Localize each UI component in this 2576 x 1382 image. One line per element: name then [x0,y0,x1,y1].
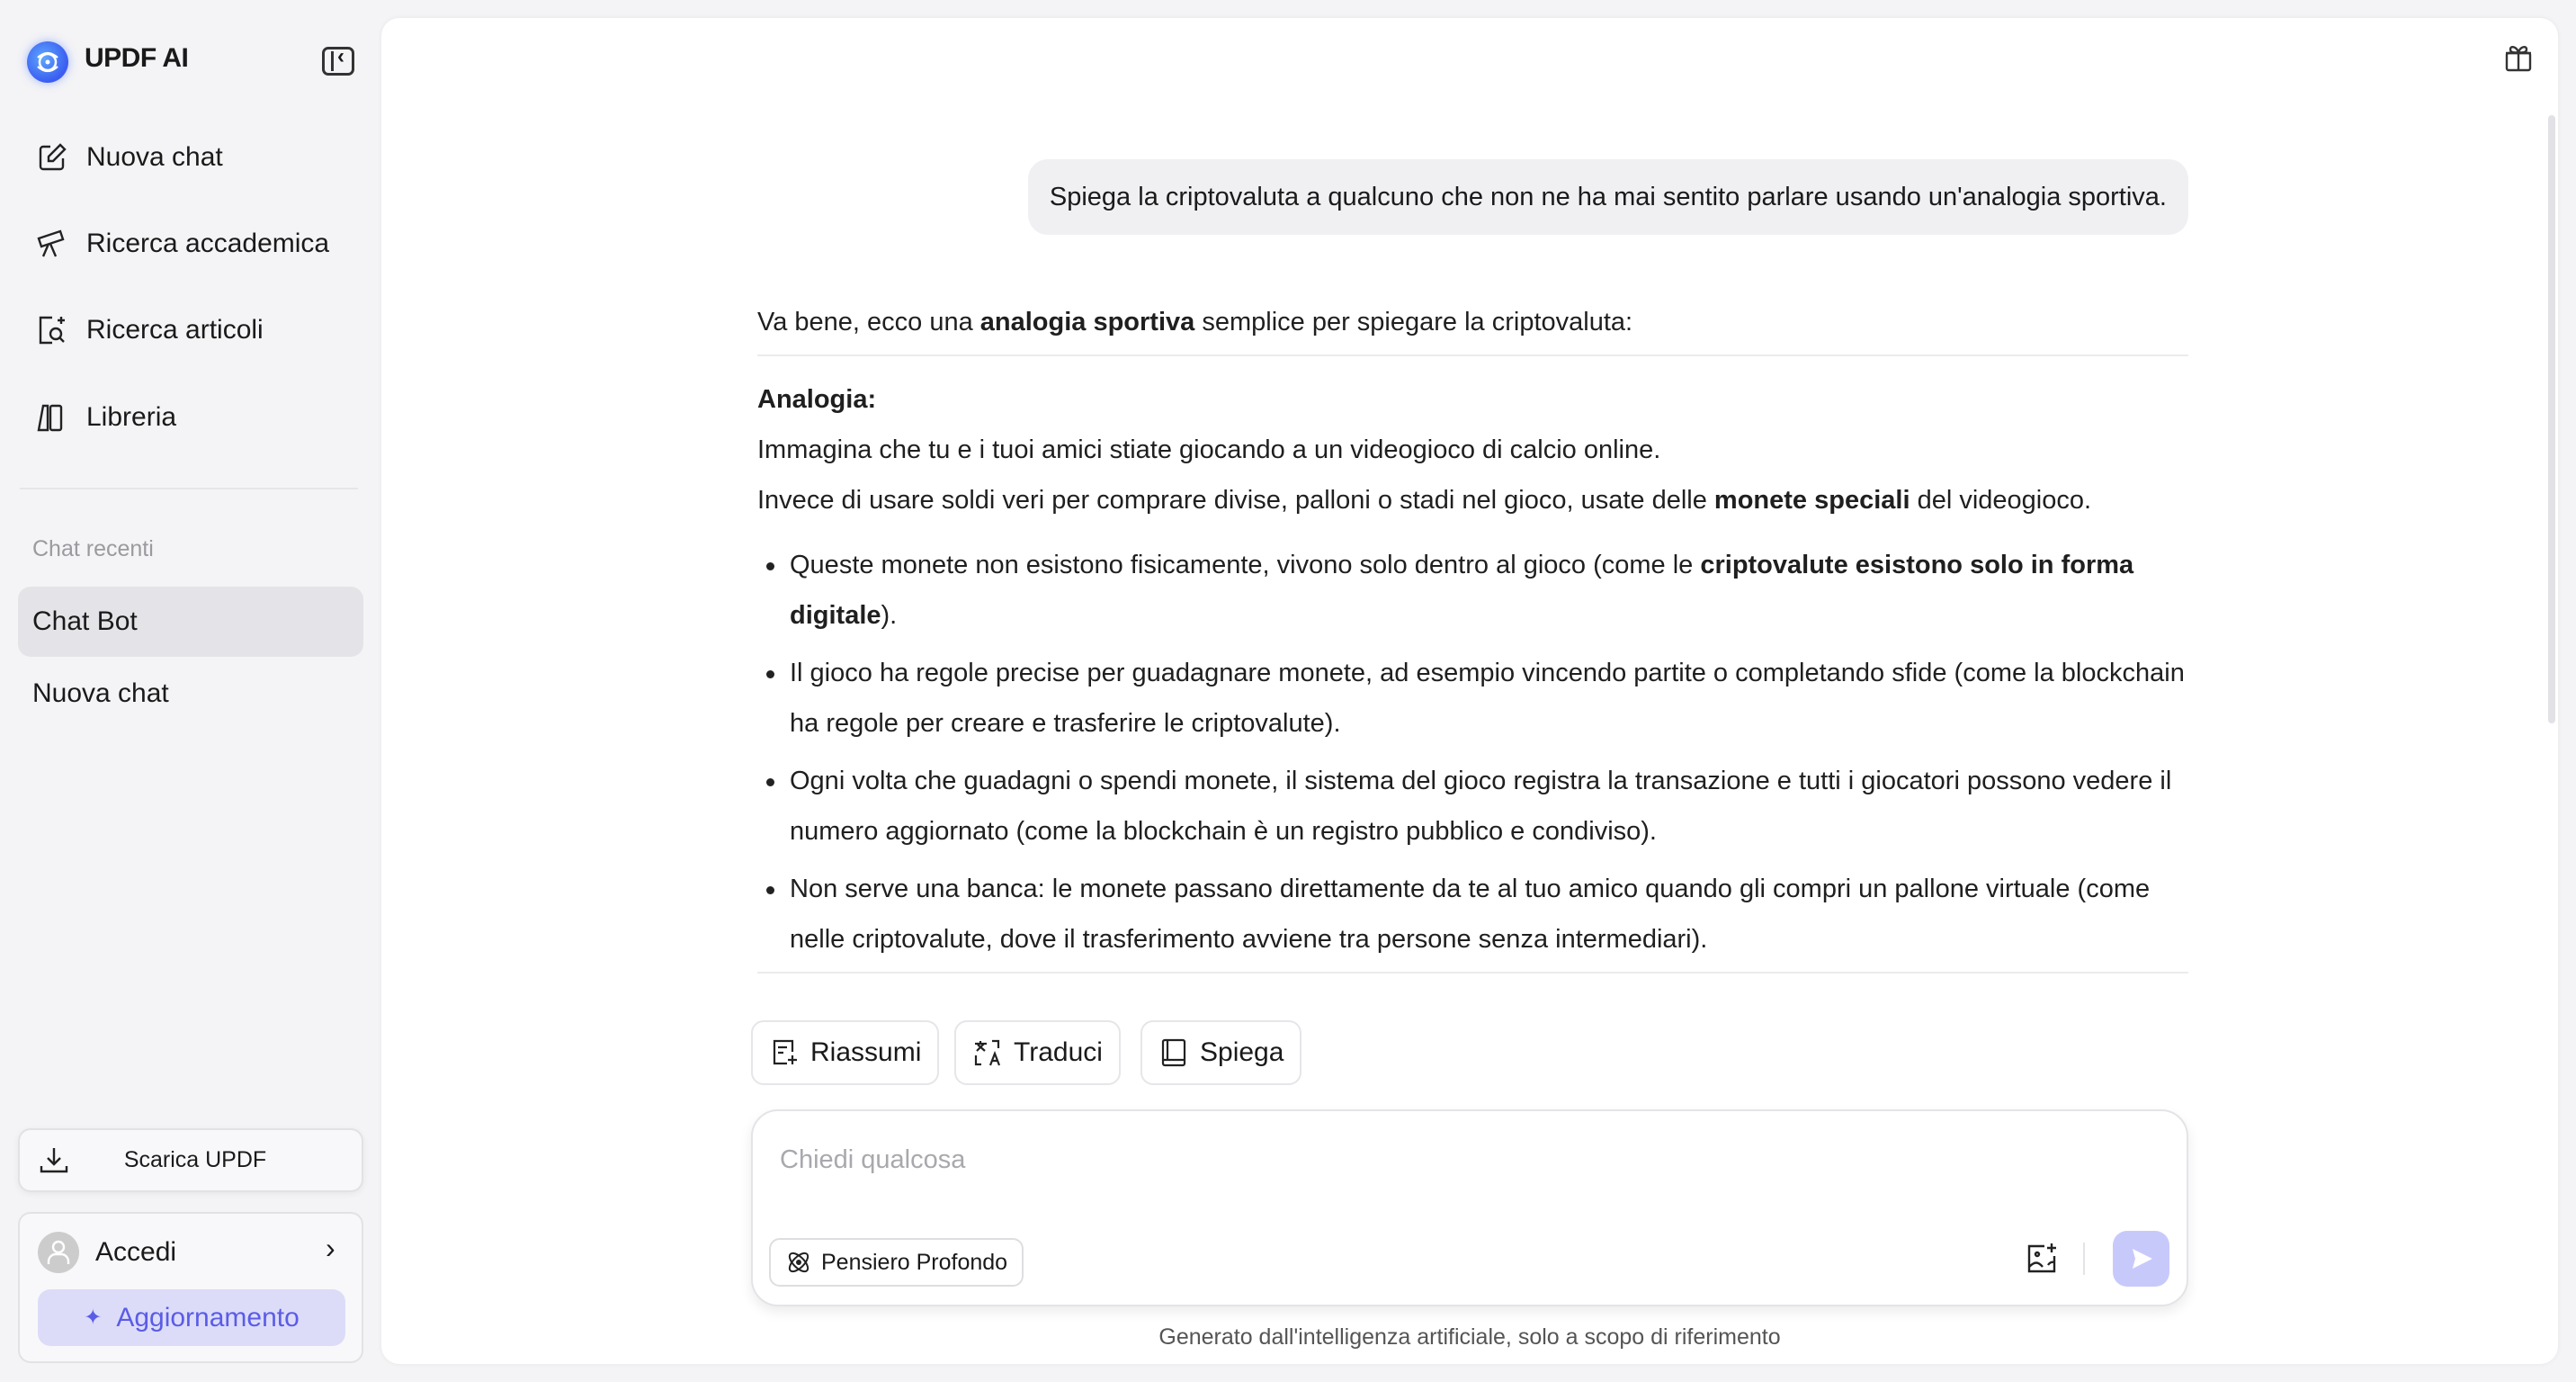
recent-chats-heading: Chat recenti [32,536,154,561]
send-icon [2128,1245,2155,1272]
upgrade-button[interactable] [38,1289,345,1346]
reply-divider [757,972,2188,974]
disclaimer: Generato dall'intelligenza artificiale, solo a scopo di riferimento [1158,1324,1781,1350]
nav-label: Ricerca accademica [86,229,330,258]
bullet-item: Queste monete non esistono fisicamente, vivono solo dentro al gioco (come le criptovalute esistono solo in forma digitale). [757,540,2188,641]
book-icon [1158,1037,1189,1068]
edit-icon [36,141,68,174]
deep-think-toggle[interactable] [769,1238,1024,1287]
chat-input-box[interactable] [751,1109,2188,1306]
app-title: UPDF AI [85,43,189,73]
translate-icon [972,1037,1003,1068]
upgrade-label: Aggiornamento [116,1302,300,1333]
deep-think-label: Pensiero Profondo [821,1249,1008,1275]
input-divider [2083,1243,2085,1275]
atom-icon [785,1249,812,1276]
chevron-right-icon: › [326,1232,335,1264]
explain-label: Spiega [1200,1037,1284,1067]
login-label: Accedi [95,1237,177,1267]
sparkle-icon: ✦ [84,1306,103,1330]
search-document-icon [36,314,68,346]
reply-paragraph: Invece di usare soldi veri per comprare divise, palloni o stadi nel gioco, usate delle monete speciali del videogioco. [757,486,2092,515]
bullet-item: Il gioco ha regole precise per guadagnare monete, ad esempio vincendo partite o completando sfide (come la blockchain ha regole per creare e trasferire le criptovalute). [757,648,2188,749]
nav-academic-search[interactable] [36,226,329,262]
reply-divider [757,354,2188,356]
updf-logo [27,41,68,83]
chat-input[interactable]: Chiedi qualcosa [780,1145,966,1174]
nav-new-chat[interactable] [36,139,223,175]
nav-label: Nuova chat [86,142,223,172]
recent-chat-item[interactable] [18,587,363,657]
library-icon [36,401,68,434]
nav-library[interactable] [36,399,176,435]
download-button[interactable] [18,1128,363,1192]
collapse-sidebar-icon[interactable] [322,47,354,76]
login-button[interactable] [20,1214,362,1286]
account-card [18,1212,363,1363]
summarize-button[interactable] [751,1020,939,1085]
download-icon [38,1144,70,1177]
bullet-item: Non serve una banca: le monete passano direttamente da te al tuo amico quando gli compri un pallone virtuale (come nelle criptovalute, dove il trasferimento avviene tra persone senza intermediari). [757,864,2188,965]
summarize-label: Riassumi [810,1037,922,1067]
avatar [38,1232,79,1273]
reply-paragraph: Immagina che tu e i tuoi amici stiate giocando a un videogioco di calcio online. [757,435,1661,464]
recent-chat-label: Chat Bot [32,606,138,636]
telescope-icon [36,228,68,260]
summarize-icon [769,1037,800,1068]
bullet-item: Ogni volta che guadagni o spendi monete, il sistema del gioco registra la transazione e tutti i giocatori possono vedere il numero aggiornato (come la blockchain è un registro pubblico e condiviso). [757,756,2188,857]
image-ai-icon[interactable] [2025,1242,2059,1276]
reply-heading: Analogia: [757,385,877,414]
nav-article-search[interactable] [36,312,264,348]
assistant-reply [757,297,2188,992]
translate-label: Traduci [1014,1037,1103,1067]
sidebar-divider [20,488,358,489]
chat-panel [381,18,2558,1364]
explain-button[interactable] [1140,1020,1301,1085]
gift-icon[interactable] [2502,41,2535,74]
download-label: Scarica UPDF [123,1147,267,1172]
reply-intro: Va bene, ecco una analogia sportiva semplice per spiegare la criptovaluta: [757,308,1633,337]
recent-chat-item[interactable] [18,659,363,729]
recent-chat-label: Nuova chat [32,678,169,708]
nav-label: Ricerca articoli [86,315,264,345]
scrollbar[interactable] [2548,115,2555,723]
nav-label: Libreria [86,402,177,432]
user-message: Spiega la criptovaluta a qualcuno che non ne ha mai sentito parlare usando un'analogia sportiva. [1028,159,2188,235]
translate-button[interactable] [954,1020,1121,1085]
reply-bullets [757,540,2188,965]
send-button[interactable] [2113,1231,2169,1287]
